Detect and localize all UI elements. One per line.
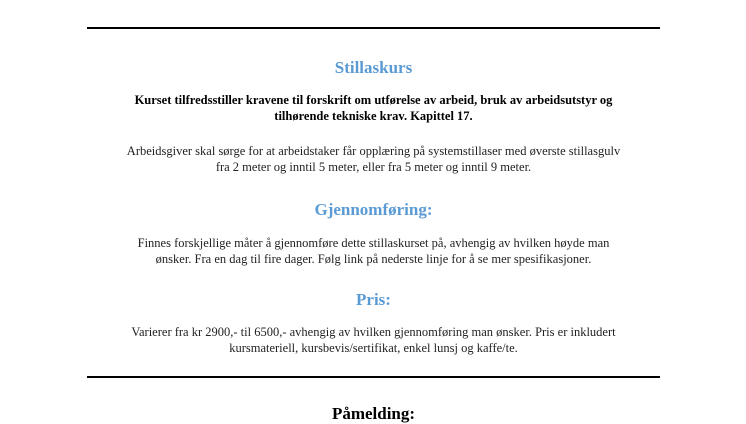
top-divider — [87, 27, 660, 29]
pris-paragraph — [87, 324, 660, 356]
lead-line: tilhørende tekniske krav. Kapittel 17. — [274, 109, 473, 123]
page-title: Stillaskurs — [334, 58, 413, 77]
lead-paragraph — [87, 92, 660, 124]
lead-line: Kurset tilfredsstiller kravene til forskrift om utførelse av arbeid, bruk av arbeidsutstyr og — [134, 93, 613, 107]
intro-line: fra 2 meter og inntil 5 meter, eller fra 5 meter og inntil 9 meter. — [215, 160, 532, 174]
signup-heading: Påmelding: — [331, 404, 416, 423]
gjennomforing-paragraph — [87, 235, 660, 267]
bottom-divider — [87, 376, 660, 378]
paragraph-line: kursmateriell, kursbevis/sertifikat, enkel lunsj og kaffe/te. — [229, 341, 518, 355]
intro-line: Arbeidsgiver skal sørge for at arbeidstaker får opplæring på systemstillaser med øverste stillasgulv — [126, 144, 621, 158]
section-heading-pris: Pris: — [356, 290, 391, 309]
paragraph-line: Finnes forskjellige måter å gjennomføre dette stillaskurset på, avhengig av hvilken høyde man — [137, 236, 610, 250]
section-heading-gjennomforing: Gjennomføring: — [314, 200, 433, 219]
intro-paragraph — [87, 143, 660, 175]
paragraph-line: Varierer fra kr 2900,- til 6500,- avhengig av hvilken gjennomføring man ønsker. Pris er inkludert — [131, 325, 616, 339]
paragraph-line: ønsker. Fra en dag til fire dager. Følg link på nederste linje for å se mer spesifikasjoner. — [155, 252, 592, 266]
